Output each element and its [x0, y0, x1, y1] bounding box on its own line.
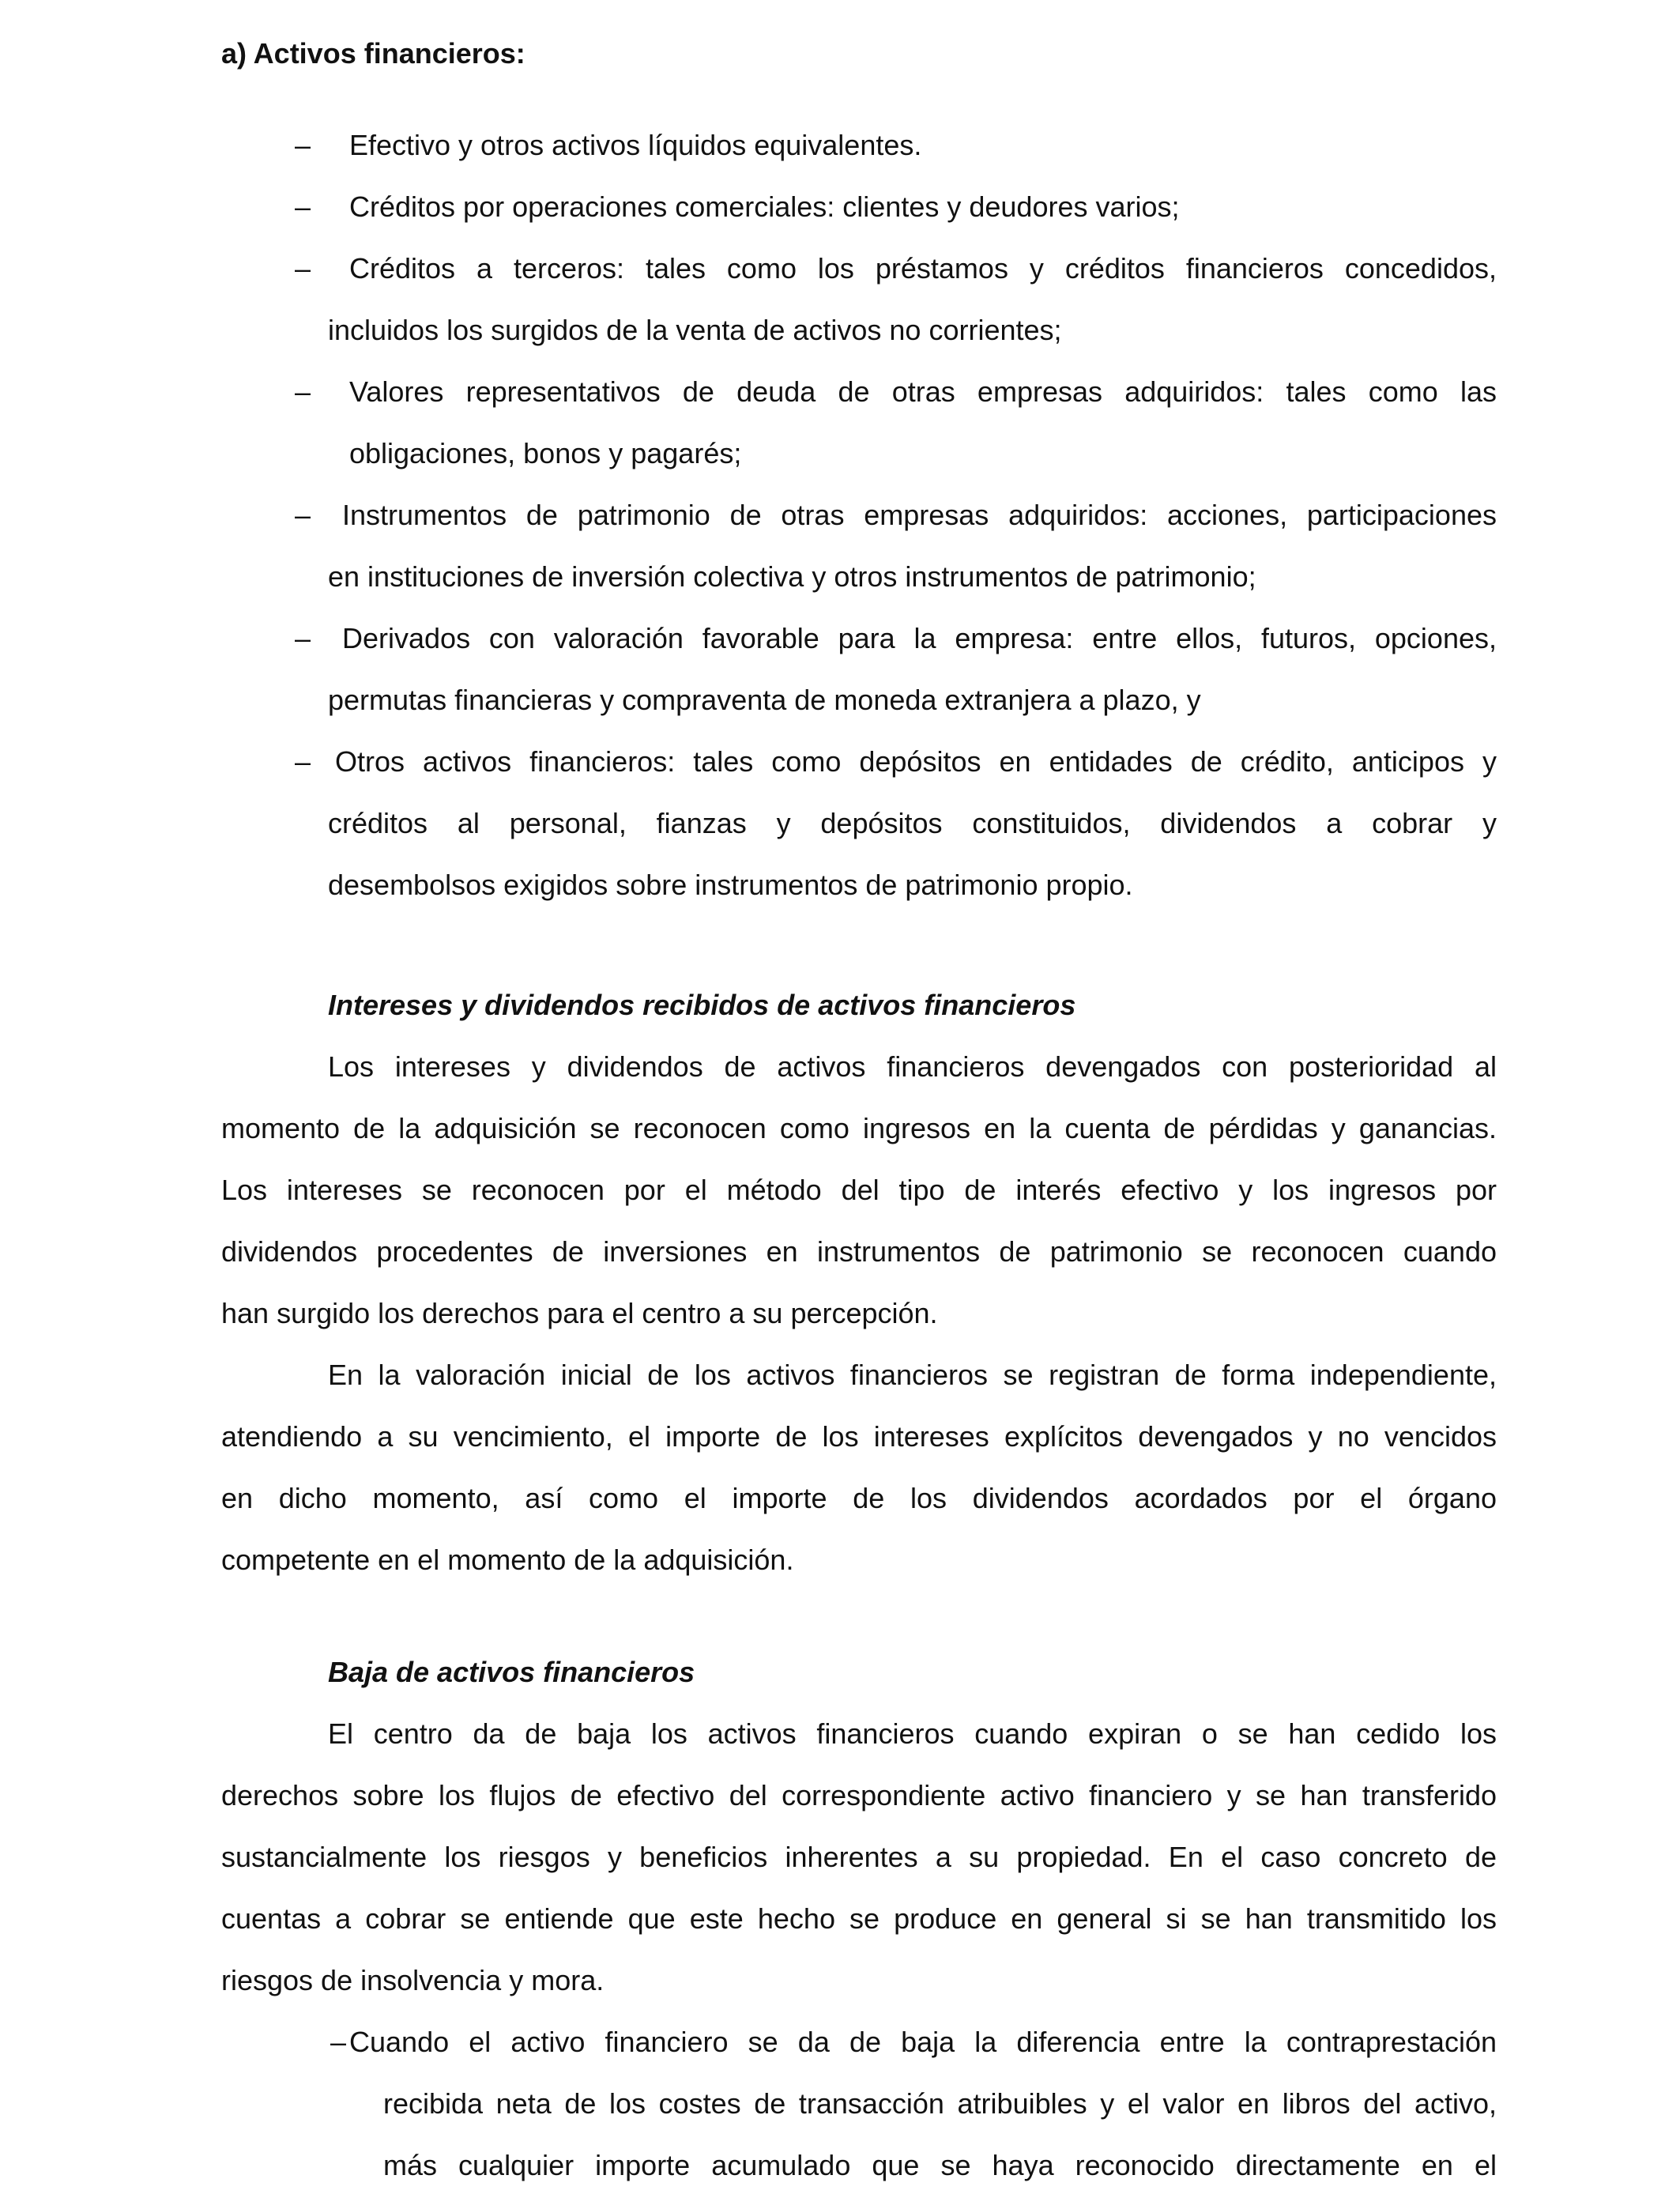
paragraph-line: cuentas a cobrar se entiende que este hecho se produce en general si se han transmitido los	[221, 1902, 1497, 1935]
list-bullet: –	[295, 190, 311, 223]
paragraph-line: competente en el momento de la adquisición.	[221, 1544, 794, 1576]
paragraph-line: En la valoración inicial de los activos financieros se registran de forma independiente,	[328, 1359, 1497, 1391]
list-item-line: Créditos a terceros: tales como los préstamos y créditos financieros concedidos,	[349, 252, 1497, 285]
paragraph-line: dividendos procedentes de inversiones en instrumentos de patrimonio se reconocen cuando	[221, 1235, 1497, 1268]
list-item-line: Instrumentos de patrimonio de otras empresas adquiridos: acciones, participaciones	[342, 499, 1497, 531]
paragraph-line: atendiendo a su vencimiento, el importe de los intereses explícitos devengados y no vencidos	[221, 1420, 1497, 1453]
paragraph-line: Los intereses y dividendos de activos financieros devengados con posterioridad al	[328, 1050, 1497, 1083]
list-item-line: obligaciones, bonos y pagarés;	[349, 437, 742, 469]
paragraph-line: en dicho momento, así como el importe de los dividendos acordados por el órgano	[221, 1482, 1497, 1514]
list-item-line: Efectivo y otros activos líquidos equivalentes.	[349, 129, 922, 161]
paragraph-line: sustancialmente los riesgos y beneficios inherentes a su propiedad. En el caso concreto de	[221, 1841, 1497, 1873]
paragraph-line: riesgos de insolvencia y mora.	[221, 1964, 605, 1996]
paragraph-line: han surgido los derechos para el centro a su percepción.	[221, 1297, 938, 1329]
list-item-line: Cuando el activo financiero se da de baja la diferencia entre la contraprestación	[349, 2026, 1497, 2058]
paragraph-line: Los intereses se reconocen por el método del tipo de interés efectivo y los ingresos por	[221, 1174, 1497, 1206]
section-title: Baja de activos financieros	[328, 1656, 695, 1688]
list-bullet: –	[295, 745, 311, 778]
section-title: Intereses y dividendos recibidos de activos financieros	[328, 989, 1076, 1021]
section-heading: a) Activos financieros:	[221, 37, 525, 70]
list-item-line: Derivados con valoración favorable para la empresa: entre ellos, futuros, opciones,	[342, 622, 1497, 654]
paragraph-line: El centro da de baja los activos financieros cuando expiran o se han cedido los	[328, 1717, 1497, 1750]
list-item-line: recibida neta de los costes de transacción atribuibles y el valor en libros del activo,	[383, 2087, 1497, 2120]
paragraph-line: momento de la adquisición se reconocen como ingresos en la cuenta de pérdidas y ganancias.	[221, 1112, 1497, 1144]
list-item-line: permutas financieras y compraventa de moneda extranjera a plazo, y	[328, 684, 1201, 716]
list-bullet: –	[295, 499, 311, 531]
list-item-line: en instituciones de inversión colectiva y otros instrumentos de patrimonio;	[328, 560, 1256, 593]
list-bullet: –	[295, 129, 311, 161]
list-item-line: Valores representativos de deuda de otras empresas adquiridos: tales como las	[349, 375, 1497, 408]
list-item-line: Otros activos financieros: tales como depósitos en entidades de crédito, anticipos y	[335, 745, 1497, 778]
list-bullet: –	[295, 622, 311, 654]
list-item-line: desembolsos exigidos sobre instrumentos de patrimonio propio.	[328, 869, 1133, 901]
list-item-line: más cualquier importe acumulado que se haya reconocido directamente en el	[383, 2149, 1497, 2181]
list-item-line: Créditos por operaciones comerciales: clientes y deudores varios;	[349, 190, 1180, 223]
paragraph-line: derechos sobre los flujos de efectivo del correspondiente activo financiero y se han transferido	[221, 1779, 1497, 1811]
list-item-line: incluidos los surgidos de la venta de activos no corrientes;	[328, 314, 1062, 346]
list-item-line: créditos al personal, fianzas y depósitos constituidos, dividendos a cobrar y	[328, 807, 1497, 839]
list-bullet: –	[330, 2026, 347, 2058]
list-bullet: –	[295, 375, 311, 408]
list-bullet: –	[295, 252, 311, 285]
